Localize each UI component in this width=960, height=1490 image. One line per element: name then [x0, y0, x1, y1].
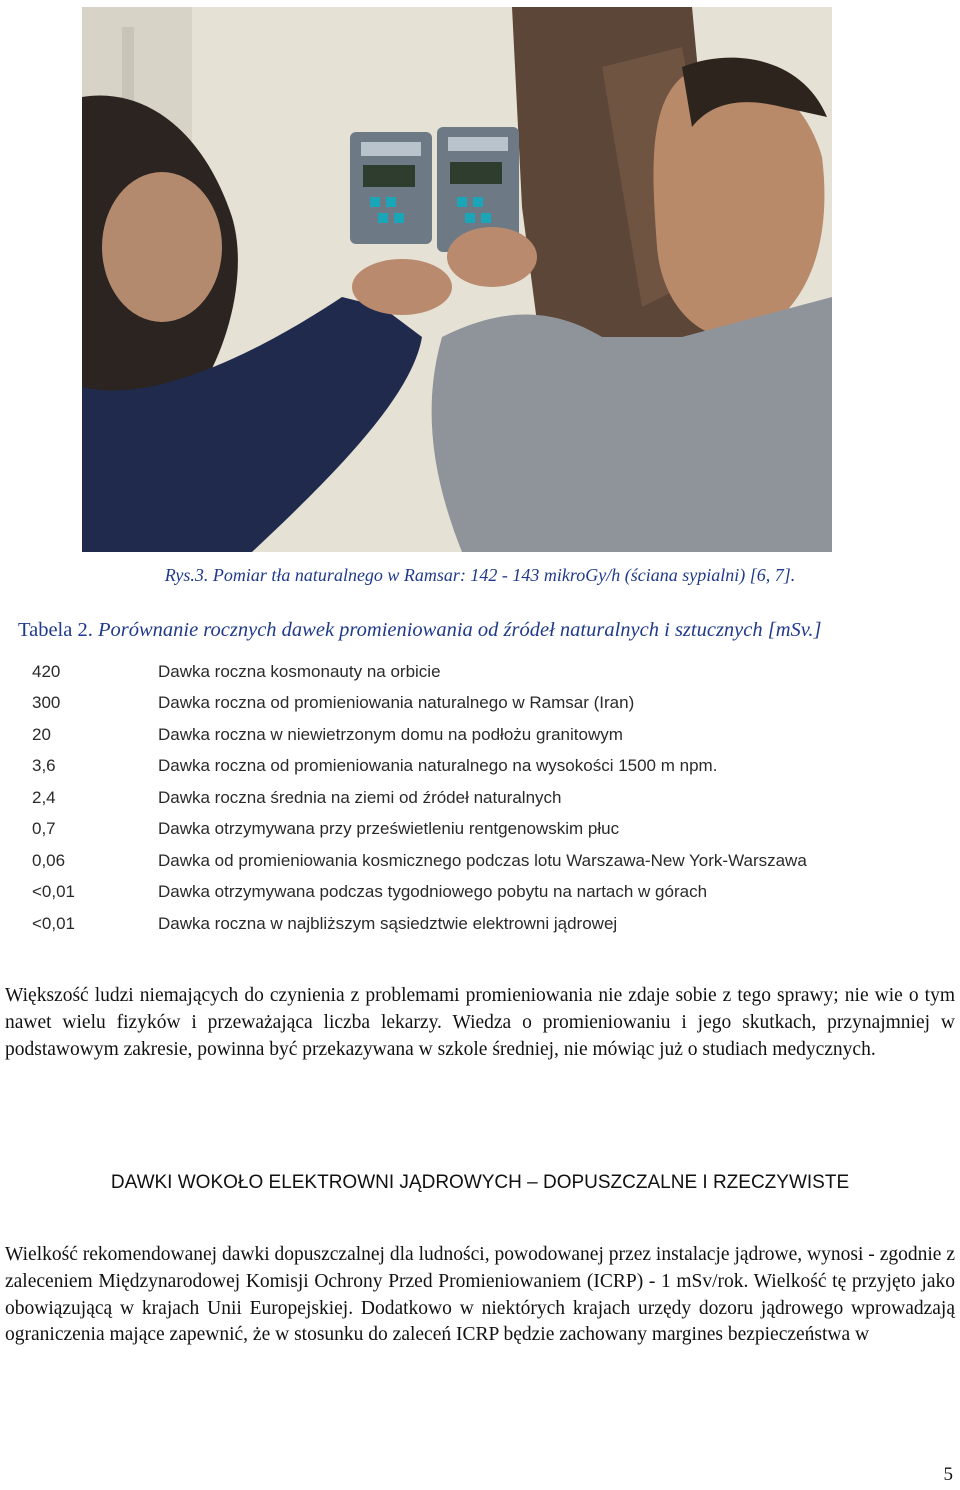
dose-value: 0,7: [32, 819, 56, 839]
table-title: [18, 619, 821, 642]
dose-description: Dawka otrzymywana podczas tygodniowego pobytu na nartach w górach: [158, 882, 708, 902]
dose-description: Dawka roczna średnia na ziemi od źródeł naturalnych: [158, 787, 562, 807]
page-number: 5: [943, 1464, 953, 1485]
dose-description: Dawka roczna w najbliższym sąsiedztwie elektrowni jądrowej: [158, 913, 618, 933]
dose-description: Dawka otrzymywana przy prześwietleniu rentgenowskim płuc: [158, 819, 620, 839]
table-row: [32, 814, 932, 846]
table-row: [32, 908, 932, 940]
paragraph-awareness: Większość ludzi niemających do czynienia z problemami promieniowania nie zdaje sobie z tego sprawy; nie wie o tym nawet wielu fizyków i przeważająca liczba lekarzy. Wiedza o promieniowaniu i jego skutkach, przynajmniej w podstawowym zakresie, powinna być przekazywana w szkole średniej, nie mówiąc już o studiach medycznych.: [5, 985, 955, 1060]
table-row: [32, 719, 932, 751]
dose-value: 0,06: [32, 850, 66, 870]
dosimeter-left: [350, 132, 432, 244]
dose-description: Dawka roczna od promieniowania naturalnego w Ramsar (Iran): [158, 693, 635, 713]
dose-value: 300: [32, 693, 61, 713]
photo-radiation-measurement: [82, 7, 832, 552]
dose-value: <0,01: [32, 882, 76, 902]
table-row: [32, 877, 932, 909]
table-row: [32, 688, 932, 720]
section-heading: DAWKI WOKOŁO ELEKTROWNI JĄDROWYCH – DOPUSZCZALNE I RZECZYWISTE: [110, 1172, 850, 1193]
dose-description: Dawka roczna od promieniowania naturalnego na wysokości 1500 m npm.: [158, 756, 718, 776]
dose-description: Dawka roczna kosmonauty na orbicie: [158, 661, 441, 681]
figure-caption: Rys.3. Pomiar tła naturalnego w Ramsar: 142 - 143 mikroGy/h (ściana sypialni) [6, 7].: [164, 565, 796, 585]
table-row: [32, 782, 932, 814]
dose-description: Dawka roczna w niewietrzonym domu na podłożu granitowym: [158, 724, 623, 744]
table-title-text: Porównanie rocznych dawek promieniowania od źródeł naturalnych i sztucznych [mSv.]: [97, 619, 822, 641]
paragraph-dose-limits: Wielkość rekomendowanej dawki dopuszczalnej dla ludności, powodowanej przez instalacje jądrowe, wynosi - zgodnie z zaleceniem Międzynarodowej Komisji Ochrony Przed Promieniowaniem (ICRP) - 1 mSv/rok. Wielkość tę przyjęto jako obowiązującą w krajach Unii Europejskiej. Dodatkowo w niektórych krajach urzędy dozoru jądrowego wprowadzają ograniczenia mające zapewnić, że w stosunku do zaleceń ICRP będzie zachowany margines bezpieczeństwa w: [5, 1244, 955, 1346]
dose-value: 2,4: [32, 787, 56, 807]
dose-table: [32, 656, 932, 940]
dose-value: 3,6: [32, 756, 56, 776]
dose-value: <0,01: [32, 913, 76, 933]
table-row: [32, 656, 932, 688]
dose-description: Dawka od promieniowania kosmicznego podczas lotu Warszawa-New York-Warszawa: [158, 850, 807, 870]
table-row: [32, 751, 932, 783]
photo-illustration: [82, 7, 832, 552]
dose-value: 20: [32, 724, 51, 744]
dose-value: 420: [32, 661, 61, 681]
table-row: [32, 845, 932, 877]
table-label: Tabela 2.: [18, 619, 98, 641]
